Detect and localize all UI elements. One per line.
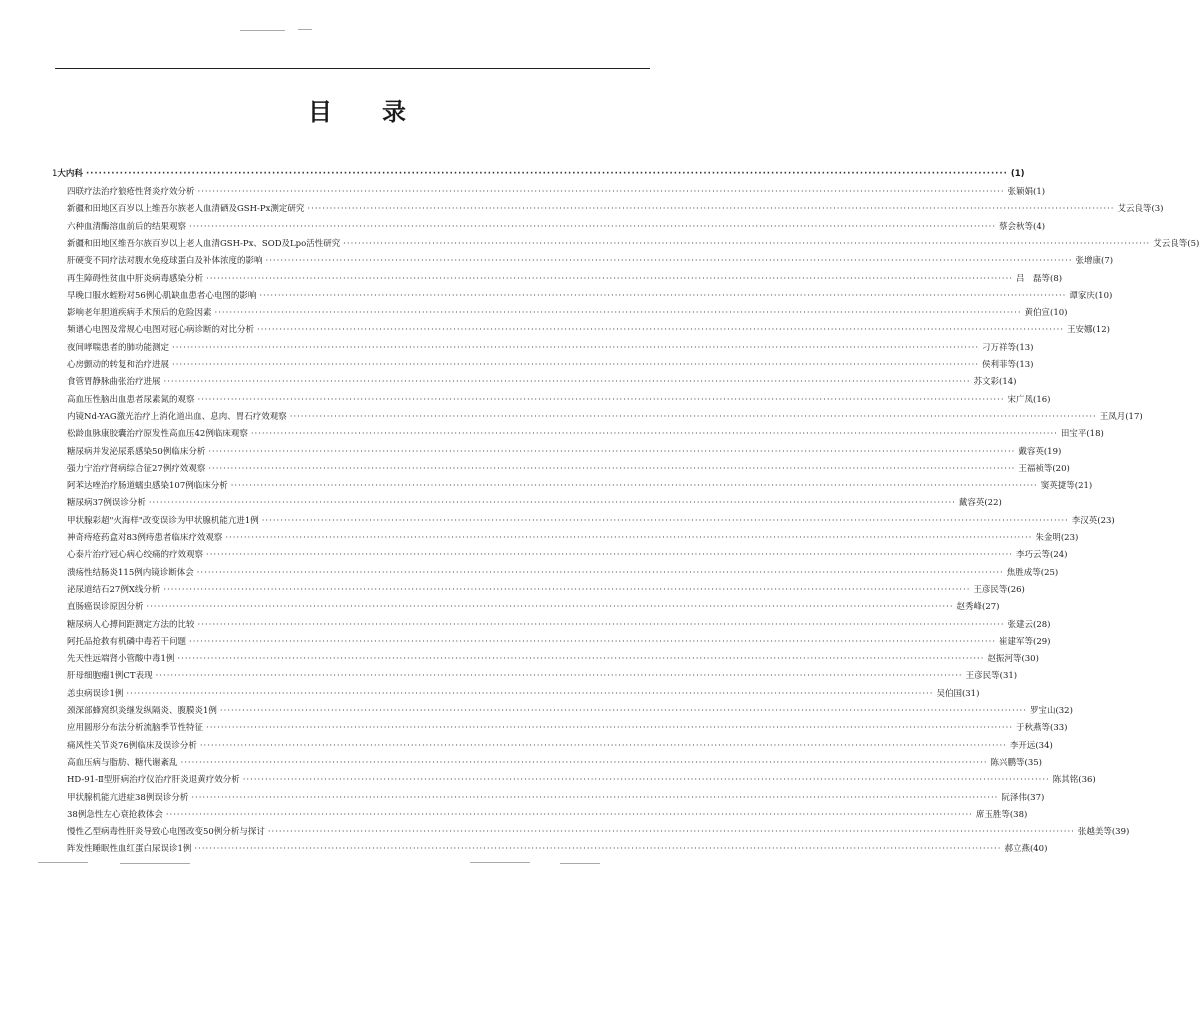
entry-title: 高血压性脑出血患者尿素氮的观察 — [67, 394, 195, 405]
entry-page: (20) — [1052, 463, 1070, 474]
dot-leader — [163, 582, 970, 599]
dot-leader — [290, 409, 1097, 426]
chapter-title: 大内科 — [57, 169, 83, 179]
dot-leader — [149, 495, 956, 512]
entry-title: 颈深部蜂窝织炎继发纵隔炎、腹膜炎1例 — [67, 706, 217, 716]
toc-entry[interactable] — [67, 547, 1068, 564]
dot-leader — [172, 340, 979, 357]
entry-page: (12) — [1092, 325, 1110, 336]
toc-entry[interactable] — [67, 599, 1000, 616]
toc-entry[interactable] — [67, 565, 1059, 582]
entry-author: 宋广凤 — [1007, 394, 1034, 405]
entry-author: 席玉胜等 — [975, 809, 1010, 820]
entry-author: 李巧云等 — [1016, 550, 1051, 561]
dot-leader — [206, 547, 1013, 564]
toc-entry[interactable] — [67, 426, 1104, 443]
toc-entry[interactable] — [67, 495, 1002, 512]
scan-artifact-bottom-2 — [120, 863, 190, 864]
entry-author: 赵振河等 — [987, 654, 1022, 665]
entry-author: 戴容英 — [958, 498, 985, 509]
entry-title: 糖尿病并发泌尿系感染50例临床分析 — [67, 446, 206, 457]
entry-title: 频谱心电图及常规心电图对冠心病诊断的对比分析 — [67, 325, 255, 336]
toc-entry[interactable] — [67, 841, 1048, 858]
entry-page: (39) — [1111, 827, 1130, 838]
entry-page: (4) — [1033, 221, 1046, 232]
toc-entry[interactable] — [67, 184, 1046, 201]
dot-leader — [189, 219, 996, 236]
entry-page: (13) — [1016, 360, 1034, 370]
dot-leader — [266, 253, 1073, 270]
entry-author: 戴容英 — [1018, 446, 1044, 457]
dot-leader — [206, 720, 1013, 737]
entry-page: (34) — [1035, 740, 1053, 751]
entry-title: 高血压病与脂肪、糖代谢紊乱 — [67, 757, 178, 768]
entry-author: 窦英捷等 — [1040, 481, 1075, 492]
entry-page: (36) — [1078, 775, 1096, 786]
entry-title: 溃疡性结肠炎115例内镜诊断体会 — [67, 567, 194, 578]
scan-artifact-top — [240, 30, 285, 31]
entry-author: 张建云 — [1007, 619, 1034, 630]
entry-title: 心泰片治疗冠心病心绞痛的疗效观察 — [67, 550, 204, 561]
entry-page: (25) — [1040, 567, 1059, 578]
dot-leader — [251, 426, 1058, 443]
entry-page: (8) — [1050, 273, 1063, 284]
entry-title: 肝母细胞瘤1例CT表现 — [67, 671, 153, 682]
dot-leader — [164, 374, 971, 391]
entry-title: 甲状腺彩超"火海样"改变误诊为甲状腺机能亢进1例 — [67, 515, 259, 526]
entry-title: 痛风性关节炎76例临床及误诊分析 — [67, 740, 197, 751]
entry-author: 赵秀峰 — [956, 602, 983, 613]
dot-leader — [166, 807, 973, 824]
toc-entry[interactable] — [67, 755, 1042, 772]
entry-author: 张颖娟 — [1007, 187, 1034, 197]
entry-title: 再生障碍性贫血中肝炎病毒感染分析 — [67, 273, 204, 284]
toc-entry[interactable] — [67, 305, 1068, 322]
toc-entry[interactable] — [67, 271, 1063, 288]
dot-leader — [257, 322, 1064, 339]
entry-page: (14) — [999, 377, 1017, 388]
entry-author: 张越美等 — [1077, 827, 1112, 838]
entry-title: 糖尿病人心搏间距测定方法的比较 — [67, 619, 195, 630]
entry-page: (13) — [1016, 342, 1034, 353]
entry-page: (5) — [1187, 238, 1199, 249]
entry-title: 应用圆形分布法分析流脑季节性特征 — [67, 723, 204, 734]
toc-entry[interactable] — [67, 340, 1034, 357]
entry-page: (23) — [1097, 515, 1115, 526]
entry-title: 四联疗法治疗狼疮性肾炎疗效分析 — [67, 187, 195, 197]
entry-page: (35) — [1024, 757, 1042, 768]
toc-entry[interactable] — [67, 807, 1028, 824]
toc-entry[interactable] — [67, 582, 1025, 599]
entry-author: 王彦民等 — [965, 671, 1000, 682]
dot-leader — [200, 738, 1007, 755]
entry-page: (31) — [999, 671, 1018, 682]
toc-entry[interactable] — [67, 720, 1068, 737]
entry-author: 焦胜成等 — [1006, 567, 1041, 578]
entry-page: (30) — [1021, 654, 1039, 665]
page-title: 目录 — [308, 98, 456, 126]
toc-entry[interactable] — [67, 738, 1053, 755]
chapter-page: (1) — [1010, 169, 1025, 179]
toc-entry[interactable] — [67, 634, 1051, 651]
entry-page: (17) — [1125, 411, 1143, 422]
dot-leader — [220, 703, 1027, 720]
toc-entry[interactable] — [67, 288, 1113, 305]
entry-author: 王彦民等 — [973, 584, 1008, 595]
toc-entry[interactable] — [67, 374, 1017, 391]
entry-title: 阵发性睡眠性血红蛋白尿误诊1例 — [67, 844, 192, 855]
entry-page: (26) — [1007, 584, 1025, 595]
dot-leader — [198, 392, 1005, 409]
entry-title: 糖尿病37例误诊分析 — [67, 498, 146, 509]
entry-title: 新疆和田地区维吾尔族百岁以上老人血清GSH-Px、SOD及Lpo活性研究 — [67, 238, 341, 249]
toc-entry[interactable] — [67, 772, 1096, 789]
entry-title: 夜间哮喘患者的肺功能测定 — [67, 342, 170, 353]
scan-artifact-bottom-3 — [470, 862, 530, 863]
toc-entry[interactable] — [67, 651, 1039, 668]
entry-author: 王福祯等 — [1018, 463, 1053, 474]
toc-entry[interactable] — [67, 461, 1070, 478]
dot-leader — [215, 305, 1022, 322]
entry-author: 侯利菲等 — [982, 360, 1017, 370]
entry-page: (28) — [1033, 619, 1051, 630]
dot-leader — [208, 461, 1015, 478]
toc-entry[interactable] — [67, 513, 1115, 530]
entry-title: 内镜Nd-YAG激光治疗上消化道出血、息肉、胃石疗效观察 — [67, 411, 287, 422]
toc-entry[interactable] — [67, 392, 1051, 409]
entry-author: 艾云良等 — [1117, 204, 1152, 215]
entry-page: (32) — [1055, 706, 1073, 716]
entry-title: 食管胃静脉曲张治疗进展 — [67, 377, 161, 388]
entry-page: (3) — [1151, 204, 1164, 215]
dot-leader — [191, 790, 998, 807]
entry-page: (19) — [1043, 446, 1062, 457]
dot-leader — [206, 271, 1013, 288]
dot-leader — [307, 201, 1114, 218]
toc-entry[interactable] — [67, 444, 1062, 461]
toc-entry[interactable] — [67, 668, 1018, 685]
toc-entry[interactable] — [67, 617, 1051, 634]
dot-leader — [126, 686, 933, 703]
toc-entry[interactable] — [67, 322, 1110, 339]
dot-leader — [172, 357, 979, 374]
dot-leader — [198, 617, 1005, 634]
toc-entry[interactable] — [67, 790, 1045, 807]
entry-title: 早晚口服水蛭粉对56例心肌缺血患者心电图的影响 — [67, 290, 257, 301]
toc-entry[interactable] — [67, 253, 1114, 270]
entry-page: (16) — [1033, 394, 1051, 405]
entry-title: 神奇痔疮药盒对83例痔患者临床疗效观察 — [67, 533, 223, 543]
entry-page: (31) — [961, 688, 980, 699]
entry-author: 苏文彩 — [973, 377, 1000, 388]
entry-page: (10) — [1094, 290, 1113, 301]
entry-author: 田宝平 — [1060, 429, 1087, 440]
dot-leader — [156, 668, 963, 685]
entry-page: (22) — [984, 498, 1002, 509]
entry-title: 泌尿道结石27例X线分析 — [67, 584, 161, 595]
dot-leader — [262, 513, 1069, 530]
dot-leader — [198, 184, 1005, 201]
entry-page: (38) — [1009, 809, 1028, 820]
entry-page: (29) — [1033, 636, 1051, 647]
chapter-number: 1 — [52, 169, 58, 179]
entry-author: 谭家庆 — [1069, 290, 1095, 301]
toc-entry[interactable] — [67, 478, 1093, 495]
dot-leader — [181, 755, 988, 772]
entry-page: (1) — [1033, 187, 1046, 197]
entry-title: 慢性乙型病毒性肝炎导致心电图改变50例分析与探讨 — [67, 827, 265, 838]
entry-author: 王安娜 — [1067, 325, 1093, 336]
entry-author: 王凤月 — [1099, 411, 1126, 422]
entry-author: 崔建军等 — [999, 636, 1034, 647]
entry-author: 吕 磊等 — [1016, 273, 1051, 284]
entry-page: (7) — [1101, 256, 1114, 267]
entry-page: (18) — [1086, 429, 1104, 440]
toc-entry[interactable] — [67, 357, 1034, 374]
entry-title: 阿苯达唑治疗肠道蠕虫感染107例临床分析 — [67, 481, 228, 492]
entry-author: 艾云良等 — [1153, 238, 1188, 249]
entry-author: 于秋燕等 — [1016, 723, 1051, 734]
entry-page: (24) — [1050, 550, 1068, 561]
toc-entry[interactable] — [67, 703, 1073, 720]
entry-author: 朱金明 — [1035, 533, 1061, 543]
entry-title: 先天性远端肾小管酸中毒1例 — [67, 654, 175, 665]
entry-author: 陈其铭 — [1052, 775, 1079, 786]
scan-artifact-top-2 — [298, 29, 312, 30]
entry-author: 黄伯宣 — [1024, 308, 1051, 319]
toc-entry[interactable] — [67, 219, 1046, 236]
entry-page: (27) — [982, 602, 1000, 613]
dot-leader — [268, 824, 1075, 841]
toc-entry[interactable] — [67, 824, 1130, 841]
dot-leader — [343, 236, 1150, 253]
entry-title: 松龄血脉康胶囊治疗原发性高血压42例临床观察 — [67, 429, 248, 440]
entry-title: 恙虫病误诊1例 — [67, 688, 124, 699]
entry-author: 郝立燕 — [1004, 844, 1030, 855]
entry-title: HD-91-Ⅱ型肝病治疗仪治疗肝炎退黄疗效分析 — [67, 775, 240, 786]
entry-page: (10) — [1050, 308, 1068, 319]
entry-page: (33) — [1050, 723, 1068, 734]
entry-title: 影响老年胆道疾病手术预后的危险因素 — [67, 308, 212, 319]
scan-artifact-bottom-4 — [560, 863, 600, 864]
entry-author: 蔡会秋等 — [999, 221, 1034, 232]
dot-leader — [231, 478, 1038, 495]
toc-entry[interactable] — [67, 686, 980, 703]
dot-leader — [197, 565, 1004, 582]
dot-leader — [208, 444, 1015, 461]
entry-title: 新疆和田地区百岁以上维吾尔族老人血清硒及GSH-Px测定研究 — [67, 204, 305, 215]
entry-author: 阮泽伟 — [1001, 792, 1027, 803]
entry-title: 肝硬变不同疗法对腹水免疫球蛋白及补体浓度的影响 — [67, 256, 263, 267]
dot-leader — [189, 634, 996, 651]
entry-title: 心房颤动的转复和治疗进展 — [67, 360, 170, 370]
entry-title: 直肠癌误诊原因分析 — [67, 602, 144, 613]
toc-entry[interactable] — [67, 236, 1199, 253]
header-rule — [55, 68, 650, 69]
entry-author: 罗宝山 — [1029, 706, 1056, 716]
scan-artifact-bottom — [38, 862, 88, 863]
entry-title: 甲状腺机能亢进症38例误诊分析 — [67, 792, 189, 803]
entry-author: 陈兴鹏等 — [990, 757, 1025, 768]
dot-leader — [86, 166, 1008, 183]
entry-author: 刁万祥等 — [982, 342, 1017, 353]
entry-title: 38例急性左心衰抢救体会 — [67, 809, 163, 820]
toc-entry[interactable] — [67, 201, 1164, 218]
entry-author: 李汉英 — [1071, 515, 1098, 526]
entry-author: 李开远 — [1009, 740, 1036, 751]
dot-leader — [225, 530, 1032, 547]
entry-title: 阿托品抢救有机磷中毒若干问题 — [67, 636, 187, 647]
dot-leader — [243, 772, 1050, 789]
entry-page: (37) — [1026, 792, 1045, 803]
entry-page: (23) — [1060, 533, 1079, 543]
dot-leader — [177, 651, 984, 668]
entry-author: 张增康 — [1075, 256, 1102, 267]
dot-leader — [194, 841, 1001, 858]
entry-page: (21) — [1074, 481, 1093, 492]
entry-title: 六种血清酶溶血前后的结果观察 — [67, 221, 187, 232]
dot-leader — [259, 288, 1066, 305]
toc-entry[interactable] — [67, 530, 1079, 547]
entry-title: 强力宁治疗肾病综合征27例疗效观察 — [67, 463, 206, 474]
toc-entry[interactable] — [67, 409, 1143, 426]
entry-author: 吴伯国 — [936, 688, 962, 699]
dot-leader — [147, 599, 954, 616]
entry-page: (40) — [1029, 844, 1048, 855]
chapter-heading[interactable] — [52, 166, 1025, 183]
